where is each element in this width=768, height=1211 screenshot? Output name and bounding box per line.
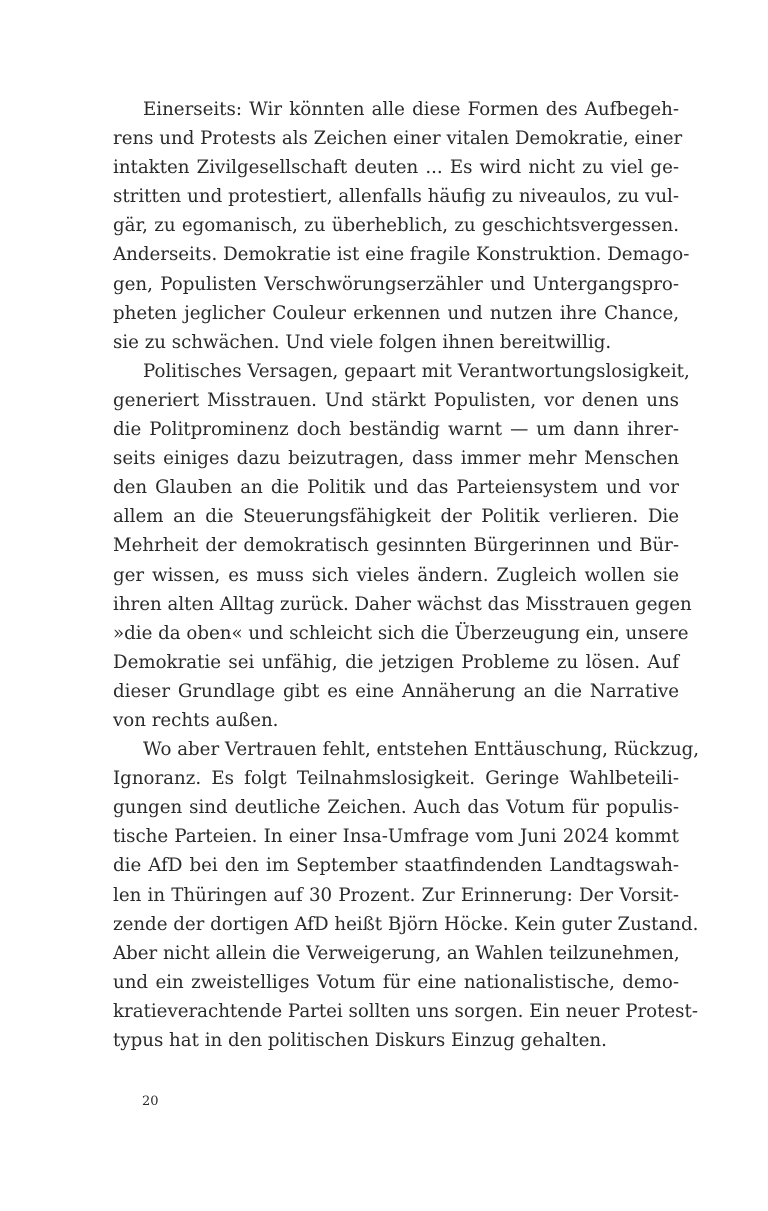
paragraph-3-line-4: tische Parteien. In einer Insa-Umfrage vom Juni 2024 kommt (113, 826, 679, 848)
paragraph-2-line-6: allem an die Steuerungsfähigkeit der Politik verlieren. Die (113, 506, 679, 528)
paragraph-3-line-6: len in Thüringen auf 30 Prozent. Zur Erinnerung: Der Vorsit- (113, 884, 679, 906)
body-text (113, 95, 700, 1055)
paragraph-2-line-11: Demokratie sei unfähig, die jetzigen Probleme zu lösen. Auf (113, 651, 679, 673)
paragraph-3-line-11: typus hat in den politischen Diskurs Einzug gehalten. (113, 1030, 607, 1051)
paragraph-3-line-3: gungen sind deutliche Zeichen. Auch das Votum für populis- (113, 797, 679, 819)
paragraph-3-line-5: die AfD bei den im September staatfindenden Landtagswah- (113, 855, 679, 877)
paragraph-3-line-8: Aber nicht allein die Verweigerung, an Wahlen teilzunehmen, (113, 942, 680, 964)
paragraph-3-line-9: und ein zweistelliges Votum für eine nationalistische, demo- (113, 971, 679, 993)
paragraph-1-line-2: rens und Protests als Zeichen einer vitalen Demokratie, einer (113, 128, 683, 150)
paragraph-2-line-5: den Glauben an die Politik und das Parteiensystem und vor (113, 477, 679, 499)
paragraph-2-line-13: von rechts außen. (113, 709, 279, 731)
paragraph-2-line-2: generiert Misstrauen. Und stärkt Populisten, vor denen uns (113, 389, 679, 411)
paragraph-1-line-5: gär, zu egomanisch, zu überheblich, zu geschichtsvergessen. (113, 215, 679, 237)
paragraph-3-line-10: kratieverachtende Partei sollten uns sorgen. Ein neuer Protest- (113, 1000, 698, 1022)
paragraph-2-line-3: die Politprominenz doch beständig warnt — um dann ihrer- (113, 419, 679, 441)
paragraph-1-line-1: Einerseits: Wir könnten alle diese Formen des Aufbegeh- (143, 99, 679, 120)
paragraph-2-line-10: »die da oben« und schleicht sich die Überzeugung ein, unsere (113, 622, 689, 644)
paragraph-1-line-4: stritten und protestiert, allenfalls häufig zu niveaulos, zu vul- (113, 186, 679, 208)
paragraph-1-line-7: gen, Populisten Verschwörungserzähler und Untergangspro- (113, 273, 679, 295)
paragraph-1-line-8: pheten jeglicher Couleur erkennen und nutzen ihre Chance, (113, 302, 679, 324)
paragraph-2-line-7: Mehrheit der demokratisch gesinnten Bürgerinnen und Bür- (113, 535, 679, 557)
paragraph-2-line-12: dieser Grundlage gibt es eine Annäherung an die Narrative (113, 680, 679, 702)
page-number: 20 (142, 1094, 159, 1109)
paragraph-1-line-3: intakten Zivilgesellschaft deuten ... Es wird nicht zu viel ge- (113, 157, 679, 179)
paragraph-1-line-6: Anderseits. Demokratie ist eine fragile Konstruktion. Demago- (113, 244, 690, 266)
paragraph-3-line-2: Ignoranz. Es folgt Teilnahmslosigkeit. Geringe Wahlbeteili- (113, 768, 679, 790)
paragraph-2-line-1: Politisches Versagen, gepaart mit Verantwortungslosigkeit, (143, 360, 690, 382)
paragraph-2-line-9: ihren alten Alltag zurück. Daher wächst das Misstrauen gegen (113, 593, 692, 615)
paragraph-2-line-4: seits einiges dazu beizutragen, dass immer mehr Menschen (113, 448, 679, 470)
paragraph-2-line-8: ger wissen, es muss sich vieles ändern. Zugleich wollen sie (113, 564, 679, 586)
paragraph-1-line-9: sie zu schwächen. Und viele folgen ihnen bereitwillig. (113, 331, 612, 353)
paragraph-3-line-1: Wo aber Vertrauen fehlt, entstehen Enttäuschung, Rückzug, (143, 739, 700, 761)
paragraph-3-line-7: zende der dortigen AfD heißt Björn Höcke. Kein guter Zustand. (113, 913, 699, 935)
